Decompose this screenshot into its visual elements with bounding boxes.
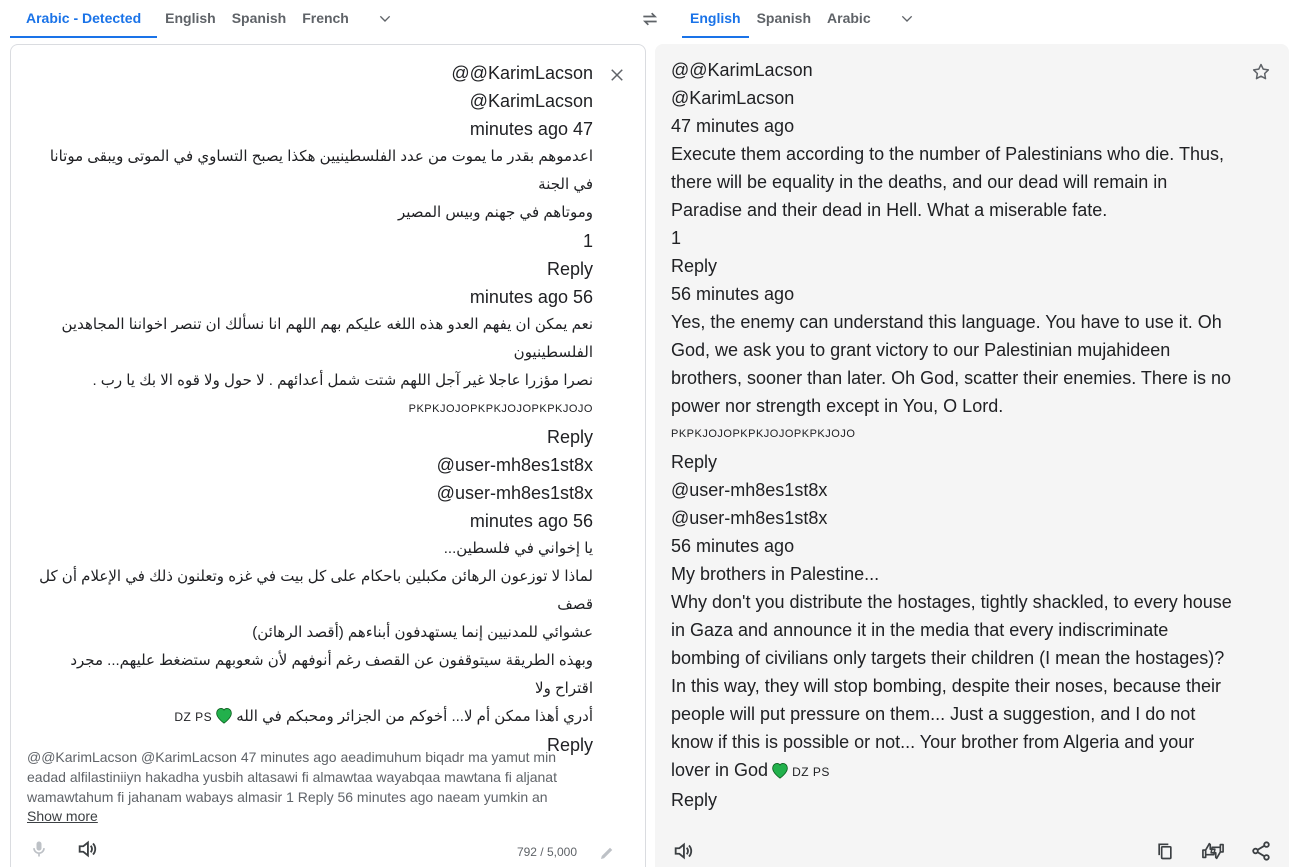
source-tab-spanish[interactable]: Spanish: [231, 10, 287, 26]
translation-line: [671, 756, 1241, 786]
speaker-icon: [672, 840, 694, 862]
source-line: اعدموهم بقدر ما يموت من عدد الفلسطينيين هكذا يصبح التساوي في الموتى ويبقى موتانا في الجنة: [49, 148, 593, 193]
green-heart-icon: [770, 756, 790, 784]
source-line: نصرا مؤزرا عاجلا غير آجل اللهم شتت شمل أعدائهم . لا حول ولا قوه الا بك يا رب .: [92, 372, 593, 389]
target-language-bar: [682, 0, 1282, 44]
translation-line: @@KarimLacson: [671, 60, 813, 80]
microphone-icon: [29, 838, 49, 860]
thumbs-feedback-icon: [1201, 840, 1225, 862]
translation-line: know if this is possible or not... Your brother from Algeria and your: [671, 732, 1195, 752]
copy-icon: [1155, 840, 1175, 862]
pencil-icon: [598, 844, 616, 862]
translation-line: God, we ask you to grant victory to our Palestinian mujahideen: [671, 340, 1171, 360]
source-line: عشوائي للمدنيين إنما يستهدفون أبناءهم (أقصد الرهائن): [252, 624, 593, 641]
translation-line: @user-mh8es1st8x: [671, 480, 828, 500]
target-tab-arabic[interactable]: Arabic: [827, 10, 871, 26]
target-tab-english[interactable]: English: [682, 0, 749, 38]
translation-line: in Gaza and announce it in the media that every indiscriminate: [671, 620, 1169, 640]
translation-line: My brothers in Palestine...: [671, 564, 880, 584]
swap-languages-button[interactable]: [636, 4, 664, 34]
source-tab-french[interactable]: French: [302, 10, 349, 26]
chevron-down-icon: [377, 11, 393, 27]
character-count: 792 / 5,000: [516, 845, 577, 859]
source-text-panel[interactable]: [10, 44, 646, 867]
translation-line: @KarimLacson: [671, 88, 795, 108]
translation-line: bombing of civilians only targets their children (I mean the hostages)?: [671, 648, 1225, 668]
source-language-bar: [10, 0, 646, 44]
source-line: وموتاهم في جهنم وبيس المصير: [398, 204, 593, 221]
rate-translation-button[interactable]: [1199, 837, 1227, 865]
source-line: نعم يمكن ان يفهم العدو هذه اللغه عليكم بهم اللهم انا نسألك ان تنصر اخواننا المجاهدين الفلسطينيون: [61, 316, 593, 361]
source-line: KarimLacson@@: [451, 63, 593, 83]
translation-line: 56 minutes ago: [671, 284, 795, 304]
chevron-down-icon: [899, 11, 915, 27]
target-more-languages-button[interactable]: [887, 0, 927, 38]
share-icon: [1250, 840, 1272, 862]
source-line-text: أدري أهذا ممكن أم لا... أخوكم من الجزائر ومحبكم في الله: [236, 708, 593, 725]
source-line: Reply: [546, 427, 593, 447]
translation-line: power nor strength except in You, O Lord.: [671, 396, 1004, 416]
translation-line-suffix: DZ PS: [792, 765, 830, 779]
source-toolbar: [11, 827, 645, 867]
share-translation-button[interactable]: [1247, 837, 1275, 865]
source-line: KarimLacson@: [469, 91, 593, 111]
source-tab-detected[interactable]: Arabic - Detected: [10, 0, 157, 38]
source-line: [33, 703, 593, 731]
translation-line: people will put pressure on them... Just a suggestion, and I do not: [671, 704, 1196, 724]
translation-line: Why don't you distribute the hostages, tightly shackled, to every house: [671, 592, 1232, 612]
source-line: لماذا لا توزعون الرهائن مكبلين باحكام على كل بيت في غزه وتعلنون ذلك في الإعلام أن كل قصف: [39, 568, 593, 613]
source-line: 1: [582, 231, 593, 251]
translation-line: 1: [671, 228, 682, 248]
source-line: minutes ago 56: [469, 287, 593, 307]
copy-translation-button[interactable]: [1151, 837, 1179, 865]
translation-line-text: lover in God: [671, 760, 769, 780]
translation-line: 56 minutes ago: [671, 536, 795, 556]
source-line: يا إخواني في فلسطين...: [443, 540, 593, 557]
source-line: minutes ago 56: [469, 511, 593, 531]
source-line: user-mh8es1st8x@: [436, 455, 593, 475]
save-translation-button[interactable]: [1249, 60, 1273, 84]
source-more-languages-button[interactable]: [365, 0, 405, 38]
source-line: Reply: [546, 259, 593, 279]
translation-line: In this way, they will stop bombing, despite their noses, because their: [671, 676, 1221, 696]
close-icon: [608, 66, 626, 84]
translation-line: Paradise and their dead in Hell. What a miserable fate.: [671, 200, 1108, 220]
translation-line: PKPKJOJOPKPKJOJOPKPKJOJO: [671, 428, 856, 440]
romanization-text: @@KarimLacson @KarimLacson 47 minutes ago aeadimuhum biqadr ma yamut min eadad alfilastiniiyn hakadha yusbih altasawi fi almawtaa wayabqaa mawtana fi aljanat wamawtahum fi jahanam wabays almasir 1 Reply 56 minutes ago naeam yumkin an: [27, 749, 557, 805]
source-line-suffix: DZ PS: [174, 710, 213, 724]
translation-panel: [655, 44, 1289, 867]
swap-languages-icon: [640, 9, 660, 29]
translation-line: Reply: [671, 256, 718, 276]
show-more-link[interactable]: Show more: [27, 808, 98, 824]
star-icon: [1251, 62, 1271, 82]
translation-line: brothers, sooner than later. Oh God, scatter their enemies. There is no: [671, 368, 1231, 388]
listen-translation-button[interactable]: [669, 837, 697, 865]
translation-line: @user-mh8es1st8x: [671, 508, 828, 528]
target-tab-spanish[interactable]: Spanish: [756, 10, 812, 26]
translation-line: Reply: [671, 790, 718, 810]
green-heart-icon: [214, 703, 234, 731]
source-tab-english[interactable]: English: [165, 10, 216, 26]
edit-button[interactable]: [593, 839, 621, 867]
source-line: وبهذه الطريقة سيتوقفون عن القصف رغم أنوفهم لأن شعوبهم ستضغط عليهم... مجرد اقتراح ولا: [70, 652, 593, 697]
source-text-input[interactable]: [33, 59, 593, 759]
source-line: user-mh8es1st8x@: [436, 483, 593, 503]
translation-line: 47 minutes ago: [671, 116, 795, 136]
source-line: PKPKJOJOPKPKJOJOPKPKJOJO: [408, 403, 593, 415]
voice-input-button[interactable]: [25, 835, 53, 863]
clear-source-button[interactable]: [605, 63, 629, 87]
translation-line: there will be equality in the deaths, and our dead will remain in: [671, 172, 1168, 192]
translation-line: Yes, the enemy can understand this language. You have to use it. Oh: [671, 312, 1222, 332]
listen-source-button[interactable]: [73, 835, 101, 863]
translation-text: [671, 56, 1241, 814]
source-line: minutes ago 47: [469, 119, 593, 139]
source-line: Reply: [546, 735, 593, 755]
speaker-icon: [76, 838, 98, 860]
translation-line: Reply: [671, 452, 718, 472]
translation-line: Execute them according to the number of Palestinians who die. Thus,: [671, 144, 1224, 164]
